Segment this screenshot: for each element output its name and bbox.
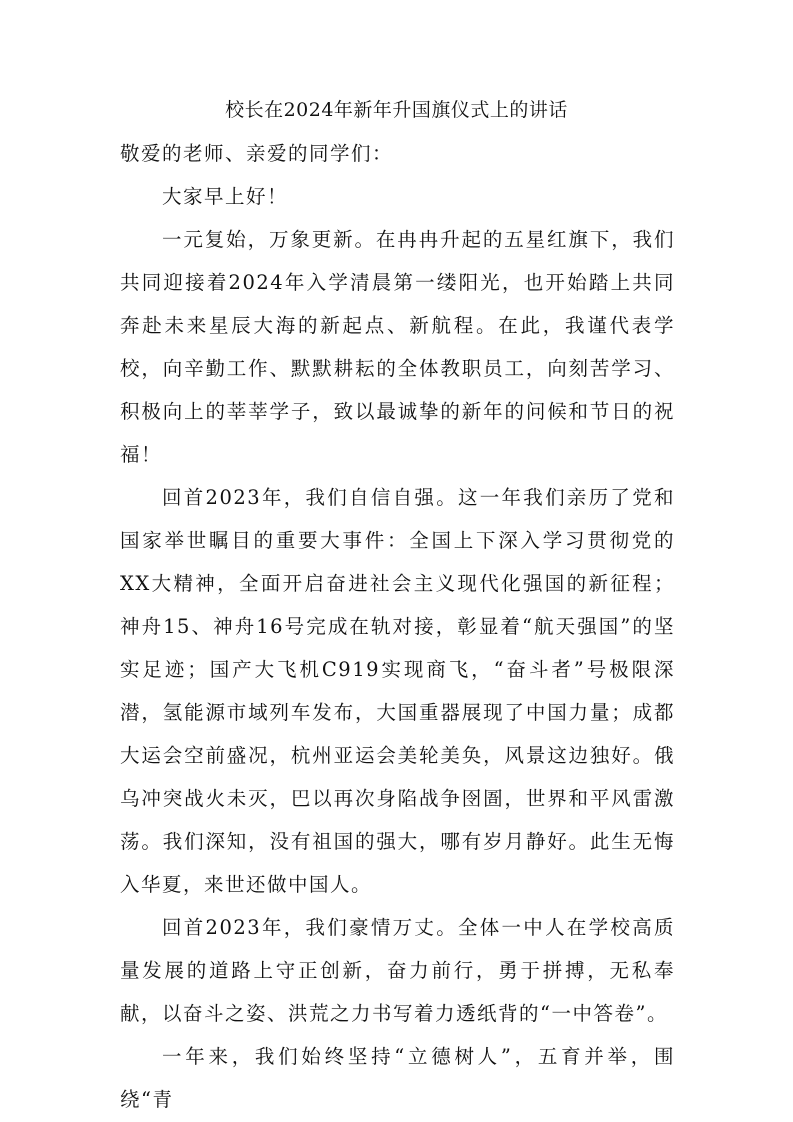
document-body	[120, 132, 675, 1121]
paragraph-new-year-wishes: 一元复始，万象更新。在冉冉升起的五星红旗下，我们共同迎接着2024年入学清晨第一缕阳光，也开始踏上共同奔赴未来星辰大海的新起点、新航程。在此，我谨代表学校，向辛勤工作、默默耕耘的全体教职员工，向刻苦学习、积极向上的莘莘学子，致以最诚挚的新年的问候和节日的祝福！	[120, 228, 675, 466]
salutation: 敬爱的老师、亲爱的同学们：	[120, 142, 394, 165]
paragraph-education-work: 一年来，我们始终坚持“立德树人”，五育并举，围绕“青	[120, 1045, 675, 1111]
paragraph-school-review: 回首2023年，我们豪情万丈。全体一中人在学校高质量发展的道路上守正创新，奋力前行，勇于拼搏，无私奉献，以奋斗之姿、洪荒之力书写着力透纸背的“一中答卷”。	[120, 916, 675, 1025]
document-title: 校长在2024年新年升国旗仪式上的讲话	[225, 99, 568, 121]
paragraph-greeting: 大家早上好！	[162, 185, 289, 208]
paragraph-national-review: 回首2023年，我们自信自强。这一年我们亲历了党和国家举世瞩目的重要大事件：全国上下深入学习贯彻党的XX大精神，全面开启奋进社会主义现代化强国的新征程；神舟15、神舟16号完成在轨对接，彰显着“航天强国”的坚实足迹；国产大飞机C919实现商飞，“奋斗者”号极限深潜，氢能源市域列车发布，大国重器展现了中国力量；成都大运会空前盛况，杭州亚运会美轮美奂，风景这边独好。俄乌冲突战火未灭，巴以再次身陷战争囹圄，世界和平风雷激荡。我们深知，没有祖国的强大，哪有岁月静好。此生无悔入华夏，来世还做中国人。	[120, 486, 675, 896]
